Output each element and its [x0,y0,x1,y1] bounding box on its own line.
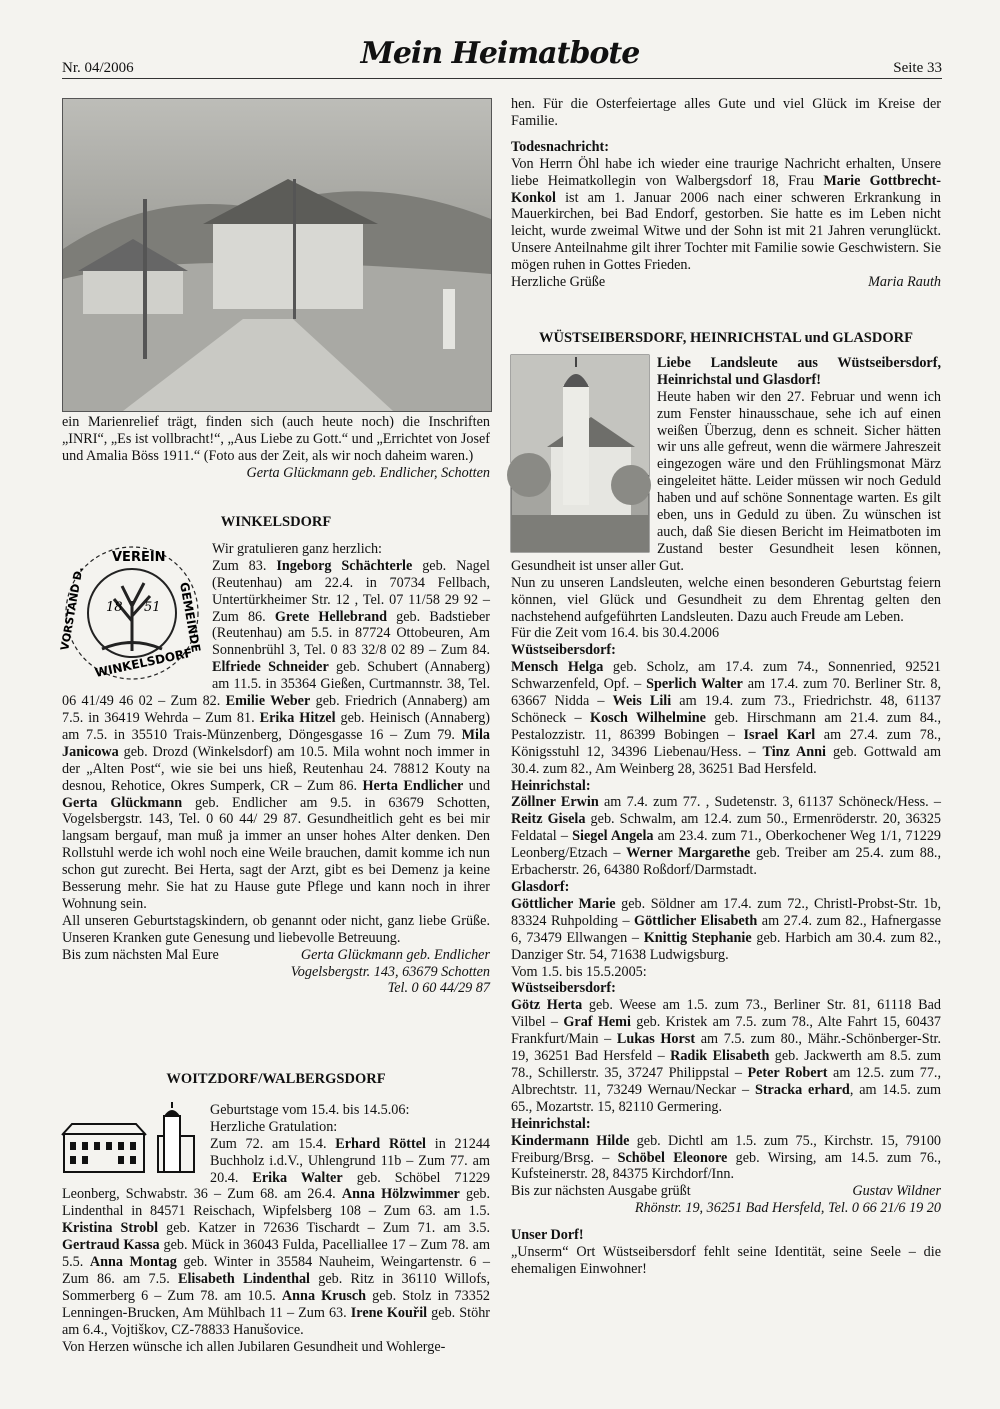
heinrichstal-2-list: Kindermann Hilde geb. Dichtl am 1.5. zum 75., Kirchstr. 15, 79100 Freiburg/Brsg. – Schöbel Eleonore geb. Wirsing, am 14.5. zum 76., Kufsteinerstr. 28, 84375 Kirchdorf/Inn. [511,1132,942,1183]
woitzdorf-section [62,1071,490,1356]
woitzdorf-wishes: Von Herzen wünsche ich allen Jubilaren Gesundheit und Wohlerge- [62,1338,446,1355]
stamp-left-text: VORSTAND D. [58,565,86,652]
person-name: Ingeborg Schächterle [276,557,413,574]
person-name: Knittig Stephanie [643,929,752,946]
person-name: Zöllner Erwin [511,794,599,811]
continuation-text: hen. Für die Osterfeiertage alles Gute und viel Glück im Kreise der Familie. [511,96,941,129]
person-name: Radik Elisabeth [670,1048,770,1065]
person-name: Kindermann Hilde [511,1132,630,1149]
person-name: Peter Robert [747,1064,828,1081]
heinrichstal-1-heading: Heinrichstal: [511,777,591,794]
village-street-photo [62,98,492,412]
person-name: Graf Hemi [563,1014,631,1031]
person-name: Tinz Anni [762,743,826,760]
winkelsdorf-sig-phone: Tel. 0 60 44/29 87 [387,980,490,997]
wuestseibersdorf-section [511,330,941,1278]
woitzdorf-date-range: Geburtstage vom 15.4. bis 14.5.06: [210,1101,410,1118]
woitzdorf-greeting-line: Herzliche Gratulation: [210,1118,338,1135]
period-1: Für die Zeit vom 16.4. bis 30.4.2006 [511,625,720,642]
person-name: Marie Gottbrecht-Konkol [511,172,942,206]
woitzdorf-illustration [62,1102,202,1174]
page-number: Seite 33 [893,60,942,76]
person-name: Kristina Strobl [62,1220,159,1237]
person-name: Göttlicher Elisabeth [634,912,758,929]
wuest-2-heading: Wüstseibersdorf: [511,980,616,997]
person-name: Gerta Glückmann [62,794,183,811]
person-name: Göttlicher Marie [511,895,616,912]
person-name: Kosch Wilhelmine [590,709,706,726]
stamp-bottom-text: WINKELSDORF [93,645,194,680]
heinrichstal-2-heading: Heinrichstal: [511,1115,591,1132]
village-church-icon [62,1102,202,1174]
person-name: Emilie Weber [225,693,311,710]
person-name: Anna Montag [89,1254,177,1271]
winkelsdorf-signature: Bis zum nächsten Mal Eure Gerta Glückmann geb. Endlicher [62,946,490,963]
person-name: Anna Hölzwimmer [341,1186,460,1203]
winkelsdorf-intro: Wir gratulieren ganz herzlich: [212,540,382,557]
stamp-year-2: 51 [144,599,161,615]
person-name: Götz Herta [511,997,583,1014]
person-name: Sperlich Walter [646,676,743,693]
person-name: Lukas Horst [616,1031,696,1048]
church-photo-image [511,355,649,552]
person-name: Stracka erhard [754,1081,850,1098]
person-name: Siegel Angela [572,828,654,845]
issue-number: Nr. 04/2006 [62,60,134,76]
person-name: Gertraud Kassa [62,1237,160,1254]
winkelsdorf-section [58,514,491,997]
person-name: Anna Krusch [281,1287,367,1304]
right-column-top [511,96,941,291]
obituary-signature: Herzliche Grüße Maria Rauth [511,274,941,291]
winkelsdorf-sig-address: Vogelsbergstr. 143, 63679 Schotten [290,963,490,980]
person-name: Irene Kouřil [350,1304,428,1321]
header-rule [62,78,942,79]
person-name: Schöbel Eleonore [617,1149,728,1166]
winkelsdorf-stamp [58,541,204,686]
wuest-2-list: Götz Herta geb. Weese am 1.5. zum 73., Berliner Str. 81, 61118 Bad Vilbel – Graf Hemi geb. Kristek am 7.5. zum 78., Alte Fahrt 15, 60437 Frankfurt/Main – Lukas Horst am 7.5. zum 80., Mähr.-Schönberger-Str. 19, 36251 Bad Hersfeld – Radik Elisabeth geb. Jackwerth am 8.5. zum 78., Schillerstr. 35, 37247 Philippstal – Peter Robert am 12.5. zum 77., Albrechtstr. 11, 73249 Wernau/Neckar – Stracka erhard, am 14.5. zum 65., Mozartstr. 15, 82110 Germering. [511,997,942,1115]
photo-caption: ein Marienrelief trägt, finden sich (auch heute noch) die Inschriften „INRI“, „Es ist vollbracht!“, „Aus Liebe zu Gott.“ und „Errichtet von Josef und Amalia Böss 1911.“ (Foto aus der Zeit, als wir noch daheim waren.) [62,414,490,464]
glasdorf-heading: Glasdorf: [511,879,570,895]
winkelsdorf-birthdays: Zum 83. Ingeborg Schächterle geb. Nagel (Reutenhau) am 22.4. in 70734 Fellbach, Untertürkheimer Str. 12 , Tel. 07 11/58 29 92 – Zum 86. Grete Hellebrand geb. Badstieber (Reutenhau) am 5.5. in 87724 Ottobeuren, Am Sonnenbrühl 3, Tel. 0 83 32/8 02 89 – Zum 84. Elfriede Schneider geb. Schubert (Annaberg) am 11.5. in 35364 Gießen, Curtmannstr. 38, Tel. 06 41/49 46 02 – Zum 82. Emilie Weber geb. Friedrich (Annaberg) am 7.5. in 36419 Wehrda – Zum 81. Erika Hitzel geb. Heinisch (Annaberg) am 7.5. in 35510 Trais-Münzenberg, Döngesgasse 16 – Zum 79. Mila Janicowa geb. Drozd (Winkelsdorf) am 10.5. Mila wohnt noch immer in der „Alten Post“, wie sie bei uns hieß, Reutenhau 24. 78812 Kouty na desnou, Rehotice, Okres Sumperk, CR – Zum 86. Herta Endlicher und Gerta Glückmann geb. Endlicher am 9.5. in 63679 Schotten, Vogelsbergstr. 143, Tel. 0 60 44/ 29 87. Gesundheitlich geht es bei mir langsam bergauf, man muß ja immer an unser hohes Alter denken. Den Rollstuhl werde ich wohl noch eine Weile brauchen, damit komme ich nun schon gut zurecht. Bei Herta, sagt der Arzt, gibt es bei Demenz ja keine Besserung mehr. Sie hat zu Hause gute Pflege und kann noch in ihrer Wohnung sein. [62,557,491,912]
unser-dorf-text: „Unserm“ Ort Wüstseibersdorf fehlt seine Identität, seine Seele – die ehemaligen Einwohner! [511,1244,941,1277]
person-name: Israel Karl [743,726,816,743]
left-column [62,414,490,482]
stamp-right-text: GEMEINDE [177,580,204,654]
masthead-logo: Mein Heimatbote [360,36,640,71]
obituary-text: Von Herrn Öhl habe ich wieder eine traurige Nachricht erhalten, Unsere liebe Heimatkollegin von Walbergsdorf 18, Frau Marie Gottbrecht-Konkol ist am 1. Januar 2006 nach einer schweren Erkrankung in Mauerkirchen, bei Bad Endorf, gestorben. Sie hatte es im Leben nicht leicht, wurde zweimal Witwe und der Sohn ist mit 21 Jahren verunglückt. Unsere Anteilnahme gilt ihrer Tochter mit Familie sowie Geschwistern. Sie mögen ruhen in Gottes Frieden. [511,155,942,274]
stamp-top-text: VEREIN [112,549,166,565]
wuestseibersdorf-intro: Heute haben wir den 27. Februar und wenn ich zum Fenster hinausschaue, sehe ich auf einen weißen Überzug, denn es schneit. Sicher hätten wir uns alle gefreut, wenn die wärmere Jahreszeit eingezogen wäre und den Frühlingsmonat März eingeleitet hätte. Leider müssen wir noch Geduld haben und auf schöne Sonnentage warten. Es gilt eben, uns in Geduld zu üben. Zu wünschen ist auch, daß Sie diesen Bericht im Heimatboten im Zustand bester Gesundheit lesen können, Gesundheit ist unser aller Gut. [511,388,941,574]
wuestseibersdorf-lead: Liebe Landsleute aus Wüstseibersdorf, Heinrichstal und Glasdorf! [657,354,941,388]
person-name: Elfriede Schneider [212,659,329,676]
stamp-year-1: 18 [106,599,123,615]
wuestseibersdorf-para2: Nun zu unseren Landsleuten, welche einen besonderen Geburtstag feiern können, viel Glück und Gesundheit zu dem Ehrentag gelten den nachstehend aufgeführten Landsleuten. Dazu auch Freude am Leben. [511,574,941,625]
wuest-1-heading: Wüstseibersdorf: [511,642,616,659]
person-name: Grete Hellebrand [274,608,387,625]
photo-illustration [63,99,491,411]
person-name: Erika Walter [252,1169,343,1186]
glasdorf-list: Göttlicher Marie geb. Söldner am 17.4. zum 72., Christl-Probst-Str. 1b, 83324 Ruhpolding – Göttlicher Elisabeth am 27.4. zum 82., Hafnergasse 6, 73479 Ellwangen – Knittig Stephanie geb. Harbich am 30.4. zum 82., Danziger Str. 54, 71638 Ludwigsburg. [511,895,942,963]
wuestseibersdorf-heading: WÜSTSEIBERSDORF, HEINRICHSTAL und GLASDORF [539,330,913,346]
period-2: Vom 1.5. bis 15.5.2005: [511,963,647,980]
person-name: Weis Lili [612,693,672,710]
woitzdorf-heading: WOITZDORF/WALBERGSDORF [166,1071,386,1087]
church-photo [511,355,649,552]
person-name: Reitz Gisela [511,811,586,828]
person-name: Mensch Helga [511,659,604,676]
person-name: Erika Hitzel [259,709,336,726]
person-name: Erhard Röttel [335,1135,426,1152]
obituary-heading: Todesnachricht: [511,138,610,155]
person-name: Werner Margarethe [626,845,751,862]
winkelsdorf-heading: WINKELSDORF [220,514,332,530]
person-name: Herta Endlicher [362,777,464,794]
wildner-signature: Bis zur nächsten Ausgabe grüßt Gustav Wildner [511,1183,941,1200]
person-name: Mila Janicowa [62,726,490,760]
wuest-1-list: Mensch Helga geb. Scholz, am 17.4. zum 74., Sonnenried, 92521 Schwarzenfeld, Opf. – Sperlich Walter am 17.4. zum 70. Berliner Str. 8, 63667 Nidda – Weis Lili am 19.4. zum 73., Friedrichstr. 48, 61137 Schöneck – Kosch Wilhelmine geb. Hirschmann am 21.4. zum 84., Pestalozzistr. 11, 86399 Bobingen – Israel Karl am 27.4. zum 78., Königsstuhl 12, 34396 Liebenau/Hess. – Tinz Anni geb. Gottwald am 30.4. zum 82., Am Weinberg 28, 36251 Bad Hersfeld. [511,659,942,777]
winkelsdorf-greeting: All unseren Geburtstagskindern, ob genannt oder nicht, ganz liebe Grüße. Unseren Kranken gute Genesung und liebevolle Betreuung. [62,912,490,946]
woitzdorf-birthdays: Zum 72. am 15.4. Erhard Röttel in 21244 Buchholz i.d.V., Uhlengrund 11b – Zum 77. am 20.4. Erika Walter geb. Schöbel 71229 Leonberg, Schwabstr. 36 – Zum 68. am 26.4. Anna Hölzwimmer geb. Lindenthal in 84571 Reischach, Wipfelsberg 108 – Zum 63. am 1.5. Kristina Strobl geb. Katzer in 72636 Tischardt – Zum 71. am 3.5. Gertraud Kassa geb. Mück in 36043 Fulda, Pacelliallee 17 – Zum 78. am 5.5. Anna Montag geb. Winter in 35584 Nauheim, Weingartenstr. 6 – Zum 86. am 7.5. Elisabeth Lindenthal geb. Ritz in 36110 Willofs, Sommerberg 6 – Zum 78. am 10.5. Anna Krusch geb. Stolz in 73352 Lenningen-Brucken, Am Mühlbach 11 – Zum 63. Irene Kouřil geb. Stöhr am 6.4., Vojtiškov, CZ-78833 Hanušovice. [62,1135,491,1338]
wildner-address: Rhönstr. 19, 36251 Bad Hersfeld, Tel. 0 66 21/6 19 20 [634,1200,941,1217]
stamp-icon [58,541,204,686]
heinrichstal-1-list: Zöllner Erwin am 7.4. zum 77. , Sudetenstr. 3, 61137 Schöneck/Hess. – Reitz Gisela geb. Schwalm, am 12.4. zum 50., Ermenröderstr. 20, 36325 Feldatal – Siegel Angela am 23.4. zum 71., Oberkochener Weg 1/1, 71229 Leonberg/Etzach – Werner Margarethe geb. Treiber am 25.4. zum 88., Erbacherstr. 26, 64380 Roßdorf/Darmstadt. [511,794,942,879]
photo-credit: Gerta Glückmann geb. Endlicher, Schotten [246,464,490,481]
person-name: Elisabeth Lindenthal [178,1270,310,1287]
unser-dorf-heading: Unser Dorf! [511,1227,584,1244]
